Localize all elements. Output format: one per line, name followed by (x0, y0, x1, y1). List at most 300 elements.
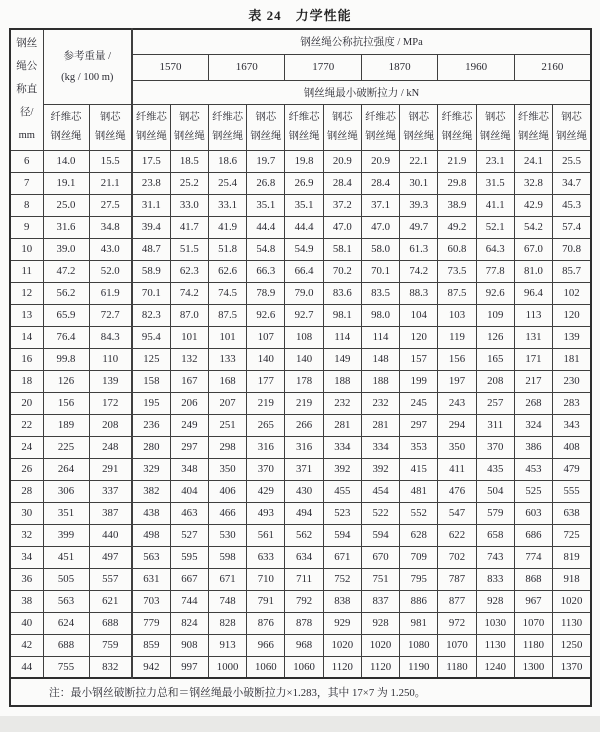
value-cell: 98.1 (323, 304, 361, 326)
diameter-cell: 24 (10, 436, 43, 458)
value-cell: 877 (438, 590, 476, 612)
diameter-cell: 18 (10, 370, 43, 392)
value-cell: 32.8 (514, 172, 552, 194)
value-cell: 177 (247, 370, 285, 392)
value-cell: 371 (285, 458, 323, 480)
value-cell: 37.1 (361, 194, 399, 216)
steel-core-subheader (476, 104, 514, 150)
value-cell: 743 (476, 546, 514, 568)
value-cell: 125 (132, 348, 170, 370)
value-cell: 523 (323, 502, 361, 524)
value-cell: 563 (43, 590, 89, 612)
diameter-cell: 34 (10, 546, 43, 568)
steel-core-subheader-line: 钢芯 (179, 112, 200, 123)
value-cell: 755 (43, 656, 89, 678)
value-cell: 493 (247, 502, 285, 524)
value-cell: 92.6 (476, 282, 514, 304)
diameter-cell: 20 (10, 392, 43, 414)
value-cell: 479 (553, 458, 591, 480)
value-cell: 406 (208, 480, 246, 502)
value-cell: 70.2 (323, 260, 361, 282)
value-cell: 54.9 (285, 238, 323, 260)
value-cell: 1070 (514, 612, 552, 634)
diameter-cell: 44 (10, 656, 43, 678)
value-cell: 942 (132, 656, 170, 678)
value-cell: 454 (361, 480, 399, 502)
value-cell: 435 (476, 458, 514, 480)
diameter-cell: 7 (10, 172, 43, 194)
value-cell: 350 (438, 436, 476, 458)
value-cell: 1180 (514, 634, 552, 656)
value-cell: 225 (43, 436, 89, 458)
value-cell: 350 (208, 458, 246, 480)
table-row (10, 150, 591, 172)
value-cell: 23.8 (132, 172, 170, 194)
value-cell: 92.6 (247, 304, 285, 326)
value-cell: 21.9 (438, 150, 476, 172)
value-cell: 552 (400, 502, 438, 524)
value-cell: 87.5 (208, 304, 246, 326)
fiber-core-subheader (438, 104, 476, 150)
value-cell: 60.8 (438, 238, 476, 260)
value-cell: 101 (208, 326, 246, 348)
value-cell: 52.0 (89, 260, 132, 282)
value-cell: 1080 (400, 634, 438, 656)
value-cell: 56.2 (43, 282, 89, 304)
value-cell: 324 (514, 414, 552, 436)
value-cell: 62.6 (208, 260, 246, 282)
table-row (10, 634, 591, 656)
value-cell: 167 (170, 370, 208, 392)
value-cell: 497 (89, 546, 132, 568)
fiber-core-subheader-line: 钢丝绳 (212, 131, 244, 142)
value-cell: 748 (208, 590, 246, 612)
value-cell: 236 (132, 414, 170, 436)
value-cell: 504 (476, 480, 514, 502)
value-cell: 671 (208, 568, 246, 590)
value-cell: 14.0 (43, 150, 89, 172)
diameter-header-line: 钢丝 (16, 38, 38, 50)
value-cell: 74.5 (208, 282, 246, 304)
value-cell: 298 (208, 436, 246, 458)
table-row (10, 370, 591, 392)
value-cell: 280 (132, 436, 170, 458)
value-cell: 628 (400, 524, 438, 546)
value-cell: 1020 (553, 590, 591, 612)
table-row (10, 656, 591, 678)
value-cell: 415 (400, 458, 438, 480)
value-cell: 547 (438, 502, 476, 524)
fiber-core-subheader-line: 纤维芯 (135, 112, 167, 123)
fiber-core-subheader-line: 纤维芯 (441, 112, 473, 123)
value-cell: 833 (476, 568, 514, 590)
value-cell: 638 (553, 502, 591, 524)
value-cell: 84.3 (89, 326, 132, 348)
diameter-column-header (10, 29, 43, 150)
value-cell: 819 (553, 546, 591, 568)
value-cell: 35.1 (247, 194, 285, 216)
table-row (10, 238, 591, 260)
value-cell: 837 (361, 590, 399, 612)
value-cell: 232 (361, 392, 399, 414)
value-cell: 598 (208, 546, 246, 568)
value-cell: 411 (438, 458, 476, 480)
value-cell: 85.7 (553, 260, 591, 282)
diameter-cell: 10 (10, 238, 43, 260)
value-cell: 466 (208, 502, 246, 524)
value-cell: 34.8 (89, 216, 132, 238)
steel-core-subheader-line: 钢芯 (332, 112, 353, 123)
value-cell: 671 (323, 546, 361, 568)
value-cell: 39.0 (43, 238, 89, 260)
value-cell: 561 (247, 524, 285, 546)
value-cell: 316 (285, 436, 323, 458)
table-row (10, 260, 591, 282)
table-row (10, 392, 591, 414)
value-cell: 886 (400, 590, 438, 612)
steel-core-subheader-line: 钢丝绳 (403, 131, 435, 142)
table-row (10, 612, 591, 634)
fiber-core-subheader (285, 104, 323, 150)
value-cell: 316 (247, 436, 285, 458)
value-cell: 114 (361, 326, 399, 348)
value-cell: 429 (247, 480, 285, 502)
steel-core-subheader-line: 钢芯 (561, 112, 582, 123)
value-cell: 120 (400, 326, 438, 348)
value-cell: 530 (208, 524, 246, 546)
value-cell: 114 (323, 326, 361, 348)
value-cell: 44.4 (247, 216, 285, 238)
value-cell: 188 (361, 370, 399, 392)
value-cell: 19.1 (43, 172, 89, 194)
diameter-cell: 11 (10, 260, 43, 282)
value-cell: 66.4 (285, 260, 323, 282)
table-row (10, 172, 591, 194)
value-cell: 217 (514, 370, 552, 392)
value-cell: 1020 (323, 634, 361, 656)
value-cell: 670 (361, 546, 399, 568)
diameter-cell: 26 (10, 458, 43, 480)
value-cell: 120 (553, 304, 591, 326)
strength-grade: 1670 (208, 54, 284, 80)
value-cell: 824 (170, 612, 208, 634)
value-cell: 266 (285, 414, 323, 436)
value-cell: 87.0 (170, 304, 208, 326)
value-cell: 248 (89, 436, 132, 458)
diameter-cell: 36 (10, 568, 43, 590)
value-cell: 751 (361, 568, 399, 590)
diameter-cell: 6 (10, 150, 43, 172)
table-row (10, 458, 591, 480)
value-cell: 297 (400, 414, 438, 436)
value-cell: 65.9 (43, 304, 89, 326)
value-cell: 913 (208, 634, 246, 656)
value-cell: 199 (400, 370, 438, 392)
diameter-cell: 30 (10, 502, 43, 524)
value-cell: 1060 (247, 656, 285, 678)
value-cell: 43.0 (89, 238, 132, 260)
value-cell: 29.8 (438, 172, 476, 194)
value-cell: 78.9 (247, 282, 285, 304)
value-cell: 306 (43, 480, 89, 502)
value-cell: 31.1 (132, 194, 170, 216)
steel-core-subheader-line: 钢丝绳 (326, 131, 358, 142)
value-cell: 77.8 (476, 260, 514, 282)
value-cell: 70.8 (553, 238, 591, 260)
value-cell: 31.5 (476, 172, 514, 194)
value-cell: 58.1 (323, 238, 361, 260)
value-cell: 99.8 (43, 348, 89, 370)
table-row (10, 282, 591, 304)
value-cell: 140 (285, 348, 323, 370)
diameter-cell: 14 (10, 326, 43, 348)
value-cell: 74.2 (170, 282, 208, 304)
value-cell: 83.5 (361, 282, 399, 304)
value-cell: 686 (514, 524, 552, 546)
table-note: 注：最小钢丝破断拉力总和＝钢丝绳最小破断拉力×1.283，其中 17×7 为 1.250。 (10, 678, 591, 706)
value-cell: 268 (514, 392, 552, 414)
steel-core-subheader-line: 钢丝绳 (556, 131, 587, 142)
value-cell: 20.9 (361, 150, 399, 172)
value-cell: 334 (361, 436, 399, 458)
value-cell: 595 (170, 546, 208, 568)
fiber-core-subheader-line: 纤维芯 (50, 112, 82, 123)
value-cell: 168 (208, 370, 246, 392)
value-cell: 1130 (476, 634, 514, 656)
value-cell: 562 (285, 524, 323, 546)
tensile-strength-header: 钢丝绳公称抗拉强度 / MPa (132, 29, 591, 54)
value-cell: 505 (43, 568, 89, 590)
value-cell: 172 (89, 392, 132, 414)
value-cell: 102 (553, 282, 591, 304)
value-cell: 158 (132, 370, 170, 392)
table-footer (10, 678, 591, 706)
steel-core-subheader (323, 104, 361, 150)
value-cell: 265 (247, 414, 285, 436)
value-cell: 126 (476, 326, 514, 348)
value-cell: 39.4 (132, 216, 170, 238)
value-cell: 148 (361, 348, 399, 370)
table-header (10, 29, 591, 150)
value-cell: 45.3 (553, 194, 591, 216)
value-cell: 35.1 (285, 194, 323, 216)
value-cell: 18.6 (208, 150, 246, 172)
value-cell: 1120 (323, 656, 361, 678)
strength-grade: 1770 (285, 54, 361, 80)
fiber-core-subheader-line: 钢丝绳 (135, 131, 167, 142)
value-cell: 31.6 (43, 216, 89, 238)
value-cell: 710 (247, 568, 285, 590)
value-cell: 25.4 (208, 172, 246, 194)
value-cell: 41.7 (170, 216, 208, 238)
value-cell: 107 (247, 326, 285, 348)
table-title: 表 24 力学性能 (248, 8, 352, 23)
value-cell: 98.0 (361, 304, 399, 326)
value-cell: 47.0 (361, 216, 399, 238)
value-cell: 622 (438, 524, 476, 546)
value-cell: 208 (89, 414, 132, 436)
value-cell: 688 (43, 634, 89, 656)
value-cell: 703 (132, 590, 170, 612)
value-cell: 451 (43, 546, 89, 568)
value-cell: 382 (132, 480, 170, 502)
value-cell: 219 (285, 392, 323, 414)
value-cell: 527 (170, 524, 208, 546)
value-cell: 70.1 (361, 260, 399, 282)
value-cell: 878 (285, 612, 323, 634)
value-cell: 579 (476, 502, 514, 524)
value-cell: 928 (361, 612, 399, 634)
value-cell: 27.5 (89, 194, 132, 216)
value-cell: 243 (438, 392, 476, 414)
value-cell: 197 (438, 370, 476, 392)
value-cell: 463 (170, 502, 208, 524)
table-row (10, 568, 591, 590)
value-cell: 171 (514, 348, 552, 370)
value-cell: 95.4 (132, 326, 170, 348)
fiber-core-subheader-line: 纤维芯 (518, 112, 549, 123)
value-cell: 759 (89, 634, 132, 656)
value-cell: 156 (43, 392, 89, 414)
value-cell: 257 (476, 392, 514, 414)
value-cell: 633 (247, 546, 285, 568)
value-cell: 1130 (553, 612, 591, 634)
value-cell: 21.1 (89, 172, 132, 194)
value-cell: 967 (514, 590, 552, 612)
value-cell: 981 (400, 612, 438, 634)
weight-header-line: (kg / 100 m) (61, 71, 114, 83)
value-cell: 440 (89, 524, 132, 546)
table-row (10, 590, 591, 612)
value-cell: 1000 (208, 656, 246, 678)
value-cell: 392 (323, 458, 361, 480)
value-cell: 725 (553, 524, 591, 546)
value-cell: 709 (400, 546, 438, 568)
value-cell: 386 (514, 436, 552, 458)
value-cell: 132 (170, 348, 208, 370)
fiber-core-subheader (208, 104, 246, 150)
value-cell: 47.2 (43, 260, 89, 282)
value-cell: 744 (170, 590, 208, 612)
value-cell: 563 (132, 546, 170, 568)
value-cell: 156 (438, 348, 476, 370)
value-cell: 929 (323, 612, 361, 634)
value-cell: 624 (43, 612, 89, 634)
table-row (10, 480, 591, 502)
value-cell: 498 (132, 524, 170, 546)
fiber-core-subheader (514, 104, 552, 150)
value-cell: 178 (285, 370, 323, 392)
steel-core-subheader (170, 104, 208, 150)
value-cell: 51.8 (208, 238, 246, 260)
header-row-strength (10, 29, 591, 54)
value-cell: 430 (285, 480, 323, 502)
value-cell: 404 (170, 480, 208, 502)
value-cell: 370 (247, 458, 285, 480)
table-row (10, 546, 591, 568)
table-row (10, 348, 591, 370)
value-cell: 779 (132, 612, 170, 634)
steel-core-subheader (553, 104, 591, 150)
fiber-core-subheader-line: 纤维芯 (212, 112, 244, 123)
diameter-cell: 9 (10, 216, 43, 238)
value-cell: 28.4 (361, 172, 399, 194)
value-cell: 23.1 (476, 150, 514, 172)
value-cell: 594 (361, 524, 399, 546)
value-cell: 109 (476, 304, 514, 326)
fiber-core-subheader-line: 钢丝绳 (441, 131, 473, 142)
value-cell: 165 (476, 348, 514, 370)
value-cell: 795 (400, 568, 438, 590)
value-cell: 787 (438, 568, 476, 590)
value-cell: 264 (43, 458, 89, 480)
value-cell: 281 (361, 414, 399, 436)
value-cell: 139 (553, 326, 591, 348)
value-cell: 67.0 (514, 238, 552, 260)
value-cell: 110 (89, 348, 132, 370)
value-cell: 19.8 (285, 150, 323, 172)
value-cell: 1300 (514, 656, 552, 678)
value-cell: 92.7 (285, 304, 323, 326)
value-cell: 62.3 (170, 260, 208, 282)
table-row (10, 304, 591, 326)
value-cell: 438 (132, 502, 170, 524)
diameter-header-line: 绳公 (16, 61, 38, 73)
value-cell: 17.5 (132, 150, 170, 172)
breaking-force-header: 钢丝绳最小破断拉力 / kN (132, 80, 591, 104)
value-cell: 139 (89, 370, 132, 392)
value-cell: 44.4 (285, 216, 323, 238)
diameter-cell: 42 (10, 634, 43, 656)
table-row (10, 524, 591, 546)
value-cell: 119 (438, 326, 476, 348)
value-cell: 688 (89, 612, 132, 634)
fiber-core-subheader-line: 钢丝绳 (50, 131, 82, 142)
value-cell: 81.0 (514, 260, 552, 282)
value-cell: 868 (514, 568, 552, 590)
value-cell: 19.7 (247, 150, 285, 172)
value-cell: 157 (400, 348, 438, 370)
value-cell: 348 (170, 458, 208, 480)
value-cell: 33.0 (170, 194, 208, 216)
value-cell: 774 (514, 546, 552, 568)
strength-grade: 1870 (361, 54, 437, 80)
value-cell: 181 (553, 348, 591, 370)
value-cell: 251 (208, 414, 246, 436)
value-cell: 525 (514, 480, 552, 502)
value-cell: 1250 (553, 634, 591, 656)
value-cell: 208 (476, 370, 514, 392)
diameter-header-line: 径/ (20, 107, 34, 119)
value-cell: 658 (476, 524, 514, 546)
steel-core-subheader-line: 钢芯 (99, 112, 121, 123)
weight-column-header (43, 29, 132, 104)
value-cell: 1240 (476, 656, 514, 678)
table-row (10, 436, 591, 458)
diameter-cell: 13 (10, 304, 43, 326)
value-cell: 230 (553, 370, 591, 392)
value-cell: 30.1 (400, 172, 438, 194)
strength-grade: 2160 (514, 54, 591, 80)
value-cell: 399 (43, 524, 89, 546)
value-cell: 1370 (553, 656, 591, 678)
diameter-cell: 38 (10, 590, 43, 612)
value-cell: 195 (132, 392, 170, 414)
value-cell: 408 (553, 436, 591, 458)
value-cell: 58.0 (361, 238, 399, 260)
value-cell: 245 (400, 392, 438, 414)
value-cell: 351 (43, 502, 89, 524)
